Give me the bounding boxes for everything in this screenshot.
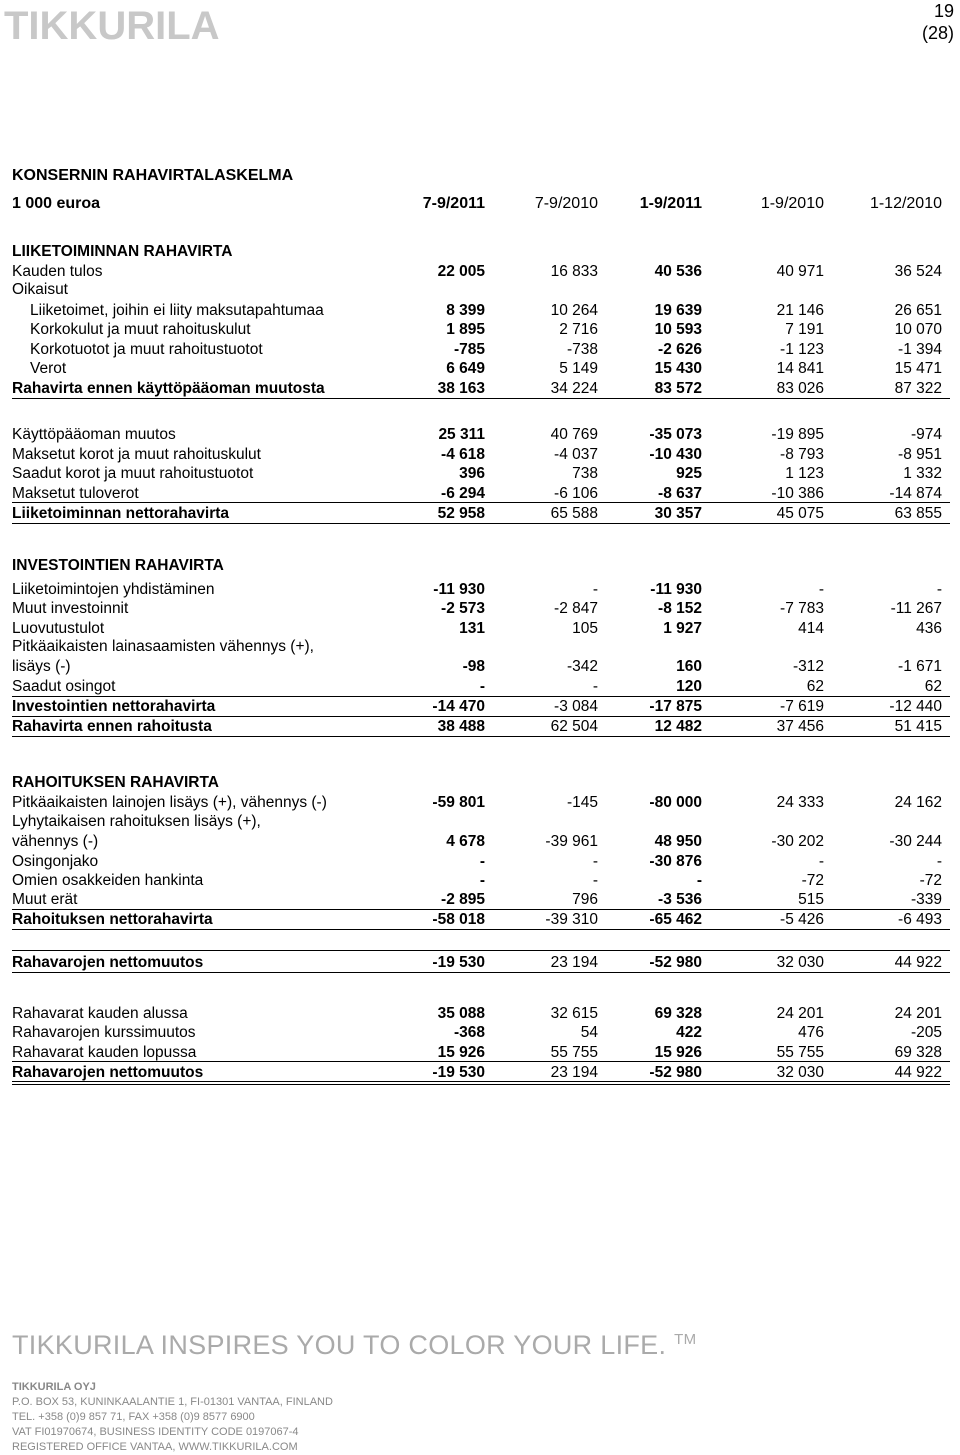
value-q3-2010: -4 037 — [554, 446, 598, 463]
value-fy-2010: -6 493 — [898, 911, 942, 928]
divider — [12, 950, 950, 951]
row-label: Kauden tulos — [12, 263, 103, 280]
table-row — [12, 890, 942, 909]
value-ytd-2010: - — [818, 853, 824, 870]
row-label: Muut erät — [12, 891, 78, 908]
value-ytd-2011: 83 572 — [654, 380, 702, 397]
value-fy-2010: 69 328 — [894, 1044, 942, 1061]
divider — [12, 523, 950, 524]
table-row — [12, 657, 942, 676]
value-fy-2010: 24 201 — [894, 1005, 942, 1022]
value-q3-2010: 5 149 — [559, 360, 598, 377]
table-row — [12, 262, 942, 281]
value-q3-2011: 22 005 — [437, 263, 485, 280]
value-q3-2011: 6 649 — [446, 360, 485, 377]
divider — [12, 972, 950, 973]
row-label: Maksetut tuloverot — [12, 485, 139, 502]
value-ytd-2010: -5 426 — [780, 911, 824, 928]
value-fy-2010: -72 — [919, 872, 942, 889]
value-ytd-2010: 7 191 — [785, 321, 824, 338]
value-ytd-2010: -10 386 — [771, 485, 824, 502]
value-q3-2011: -19 530 — [432, 954, 485, 971]
value-fy-2010: 36 524 — [894, 263, 942, 280]
value-fy-2010: 87 322 — [894, 380, 942, 397]
row-label: Korkotuotot ja muut rahoitustuotot — [30, 341, 263, 358]
value-q3-2011: -2 573 — [441, 600, 485, 617]
value-ytd-2011: 160 — [676, 658, 702, 675]
row-label: Omien osakkeiden hankinta — [12, 872, 204, 889]
value-q3-2010: -3 084 — [554, 698, 598, 715]
table-row-total — [12, 1063, 942, 1082]
value-q3-2011: -11 930 — [433, 581, 485, 598]
value-fy-2010: 51 415 — [894, 718, 942, 735]
table-row — [12, 1023, 942, 1042]
value-q3-2010: 2 716 — [559, 321, 598, 338]
value-q3-2011: -59 801 — [432, 794, 485, 811]
value-ytd-2011: 40 536 — [654, 263, 702, 280]
subheading-adjustments: Oikaisut — [12, 281, 68, 298]
value-ytd-2010: -72 — [801, 872, 824, 889]
value-ytd-2011: 120 — [676, 678, 702, 695]
value-fy-2010: 63 855 — [894, 505, 942, 522]
value-q3-2010: 40 769 — [550, 426, 598, 443]
table-row — [12, 464, 942, 483]
value-q3-2010: - — [592, 853, 598, 870]
value-ytd-2011: - — [696, 872, 702, 889]
value-fy-2010: -205 — [910, 1024, 942, 1041]
row-label: Liiketoimintojen yhdistäminen — [12, 581, 215, 598]
table-row — [12, 871, 942, 890]
value-q3-2010: -6 106 — [554, 485, 598, 502]
value-fy-2010: -14 874 — [889, 485, 942, 502]
value-fy-2010: 10 070 — [894, 321, 942, 338]
value-q3-2010: 65 588 — [550, 505, 598, 522]
value-ytd-2011: -8 152 — [658, 600, 702, 617]
value-ytd-2011: 30 357 — [654, 505, 702, 522]
section-heading-financing: RAHOITUKSEN RAHAVIRTA — [12, 774, 219, 791]
value-q3-2010: - — [592, 581, 598, 598]
row-label: Rahavarat kauden alussa — [12, 1005, 188, 1022]
value-q3-2010: 796 — [572, 891, 598, 908]
value-ytd-2010: 32 030 — [776, 1064, 824, 1081]
value-ytd-2010: -7 619 — [780, 698, 824, 715]
value-q3-2010: -39 310 — [545, 911, 598, 928]
row-label: Rahavarojen kurssimuutos — [12, 1024, 196, 1041]
value-q3-2011: -4 618 — [441, 446, 485, 463]
double-divider — [12, 1081, 950, 1085]
unit-label: 1 000 euroa — [12, 195, 101, 212]
company-logo: TIKKURILA — [4, 4, 220, 48]
value-q3-2010: 55 755 — [550, 1044, 598, 1061]
value-ytd-2011: 1 927 — [663, 620, 702, 637]
divider — [12, 929, 950, 930]
footer-line: REGISTERED OFFICE VANTAA, WWW.TIKKURILA.COM — [12, 1441, 298, 1453]
value-q3-2010: 105 — [572, 620, 598, 637]
value-q3-2010: 54 — [580, 1024, 598, 1041]
row-label: Rahavirta ennen rahoitusta — [12, 718, 212, 735]
value-ytd-2011: -52 980 — [649, 954, 702, 971]
value-q3-2010: 738 — [572, 465, 598, 482]
table-row — [12, 340, 942, 359]
table-row-total — [12, 697, 942, 716]
column-header-ytd-2010: 1-9/2010 — [760, 195, 824, 212]
value-q3-2010: -342 — [566, 658, 598, 675]
footer-line: TEL. +358 (0)9 857 71, FAX +358 (0)9 8577 6900 — [12, 1411, 255, 1423]
footer-line: P.O. BOX 53, KUNINKAALANTIE 1, FI-01301 VANTAA, FINLAND — [12, 1396, 333, 1408]
value-ytd-2011: -8 637 — [658, 485, 702, 502]
value-q3-2010: 23 194 — [550, 954, 598, 971]
value-ytd-2010: 14 841 — [776, 360, 824, 377]
footer-company: TIKKURILA OYJ — [12, 1381, 96, 1393]
value-fy-2010: - — [936, 853, 942, 870]
value-ytd-2011: -2 626 — [658, 341, 702, 358]
page-number — [922, 0, 954, 44]
table-row — [12, 359, 942, 378]
column-header-fy-2010: 1-12/2010 — [869, 195, 942, 212]
value-q3-2011: 15 926 — [437, 1044, 485, 1061]
value-ytd-2011: -35 073 — [649, 426, 702, 443]
table-row — [12, 832, 942, 851]
value-q3-2010: 34 224 — [550, 380, 598, 397]
table-row-total — [12, 504, 942, 523]
value-ytd-2010: -8 793 — [780, 446, 824, 463]
column-header-ytd-2011: 1-9/2011 — [639, 195, 702, 212]
row-label: Osingonjako — [12, 853, 99, 870]
table-row-total — [12, 953, 942, 972]
footer-line: VAT FI01970674, BUSINESS IDENTITY CODE 0197067-4 — [12, 1426, 299, 1438]
row-label: Rahoituksen nettorahavirta — [12, 911, 213, 928]
value-q3-2011: -785 — [453, 341, 485, 358]
value-q3-2011: 25 311 — [438, 426, 485, 443]
row-label-continued: Pitkäaikaisten lainasaamisten vähennys (+), — [12, 638, 314, 655]
value-ytd-2010: 37 456 — [776, 718, 824, 735]
value-ytd-2010: -1 123 — [780, 341, 824, 358]
value-q3-2011: 1 895 — [446, 321, 485, 338]
table-row-total — [12, 379, 942, 398]
value-fy-2010: 436 — [916, 620, 942, 637]
value-fy-2010: -30 244 — [889, 833, 942, 850]
value-q3-2011: 131 — [459, 620, 485, 637]
value-fy-2010: 15 471 — [894, 360, 942, 377]
section-heading-operating: LIIKETOIMINNAN RAHAVIRTA — [12, 243, 233, 260]
row-label: Korkokulut ja muut rahoituskulut — [30, 321, 251, 338]
value-q3-2010: 10 264 — [550, 302, 598, 319]
row-label: vähennys (-) — [12, 833, 99, 850]
value-ytd-2011: -10 430 — [649, 446, 702, 463]
row-label: Rahavirta ennen käyttöpääoman muutosta — [12, 380, 325, 397]
value-ytd-2011: 15 430 — [654, 360, 702, 377]
row-label: Investointien nettorahavirta — [12, 698, 216, 715]
page-total: (28) — [921, 23, 954, 43]
value-q3-2011: -19 530 — [432, 1064, 485, 1081]
column-header-q3-2010: 7-9/2010 — [534, 195, 598, 212]
value-ytd-2011: 15 926 — [654, 1044, 702, 1061]
value-fy-2010: 44 922 — [894, 1064, 942, 1081]
value-q3-2011: 396 — [459, 465, 485, 482]
value-fy-2010: -974 — [910, 426, 942, 443]
divider — [12, 398, 950, 399]
value-ytd-2010: 24 333 — [776, 794, 824, 811]
value-q3-2010: -145 — [566, 794, 598, 811]
row-label: lisäys (-) — [12, 658, 71, 675]
footer-address — [12, 1380, 333, 1455]
value-ytd-2010: 40 971 — [776, 263, 824, 280]
value-fy-2010: -8 951 — [898, 446, 942, 463]
value-q3-2011: 38 488 — [437, 718, 485, 735]
value-ytd-2011: -3 536 — [658, 891, 702, 908]
value-q3-2011: -2 895 — [441, 891, 485, 908]
value-ytd-2010: 515 — [798, 891, 824, 908]
value-fy-2010: 24 162 — [894, 794, 942, 811]
row-label: Liiketoimet, joihin ei liity maksutapahtumaa — [30, 302, 324, 319]
row-label: Liiketoiminnan nettorahavirta — [12, 505, 230, 522]
value-q3-2011: - — [479, 872, 485, 889]
table-row — [12, 852, 942, 871]
value-q3-2011: -368 — [453, 1024, 485, 1041]
divider — [12, 1061, 950, 1062]
value-q3-2011: - — [479, 678, 485, 695]
value-q3-2011: - — [479, 853, 485, 870]
value-fy-2010: 1 332 — [903, 465, 942, 482]
value-ytd-2010: 62 — [806, 678, 824, 695]
value-ytd-2011: 422 — [676, 1024, 702, 1041]
value-q3-2010: 23 194 — [550, 1064, 598, 1081]
table-row — [12, 445, 942, 464]
value-ytd-2010: -7 783 — [780, 600, 824, 617]
value-ytd-2010: 83 026 — [776, 380, 824, 397]
row-label: Muut investoinnit — [12, 600, 129, 617]
value-ytd-2010: -312 — [792, 658, 824, 675]
table-row — [12, 320, 942, 339]
value-ytd-2011: -11 930 — [650, 581, 702, 598]
value-q3-2011: 4 678 — [446, 833, 485, 850]
value-ytd-2011: -52 980 — [649, 1064, 702, 1081]
value-ytd-2011: -80 000 — [649, 794, 702, 811]
value-fy-2010: - — [936, 581, 942, 598]
value-ytd-2010: 476 — [798, 1024, 824, 1041]
value-ytd-2010: 55 755 — [776, 1044, 824, 1061]
divider — [12, 502, 950, 503]
value-q3-2010: - — [592, 872, 598, 889]
table-row — [12, 619, 942, 638]
value-ytd-2011: 69 328 — [654, 1005, 702, 1022]
page-title: KONSERNIN RAHAVIRTALASKELMA — [12, 167, 294, 184]
value-fy-2010: 62 — [924, 678, 942, 695]
table-row — [12, 580, 942, 599]
page-current: 19 — [933, 1, 954, 21]
row-label: Rahavarojen nettomuutos — [12, 1064, 204, 1081]
row-label: Verot — [30, 360, 67, 377]
value-q3-2010: 16 833 — [550, 263, 598, 280]
value-ytd-2010: - — [818, 581, 824, 598]
value-fy-2010: -1 671 — [898, 658, 942, 675]
table-row — [12, 793, 942, 812]
section-heading-investing: INVESTOINTIEN RAHAVIRTA — [12, 557, 224, 574]
row-label: Saadut osingot — [12, 678, 116, 695]
value-ytd-2011: 925 — [676, 465, 702, 482]
value-ytd-2010: 1 123 — [785, 465, 824, 482]
value-fy-2010: 44 922 — [894, 954, 942, 971]
value-ytd-2011: 48 950 — [654, 833, 702, 850]
table-row — [12, 677, 942, 696]
value-q3-2011: -58 018 — [432, 911, 485, 928]
table-row — [12, 484, 942, 503]
value-ytd-2010: -30 202 — [771, 833, 824, 850]
table-row — [12, 425, 942, 444]
value-fy-2010: -11 267 — [890, 600, 942, 617]
value-q3-2011: 52 958 — [437, 505, 485, 522]
value-fy-2010: -12 440 — [889, 698, 942, 715]
value-q3-2011: -98 — [462, 658, 485, 675]
table-row — [12, 1004, 942, 1023]
row-label: Pitkäaikaisten lainojen lisäys (+), vähennys (-) — [12, 794, 327, 811]
value-ytd-2011: -65 462 — [649, 911, 702, 928]
value-ytd-2011: 19 639 — [654, 302, 702, 319]
table-row-total — [12, 910, 942, 929]
value-q3-2011: 35 088 — [437, 1005, 485, 1022]
value-ytd-2010: -19 895 — [771, 426, 824, 443]
value-q3-2010: - — [592, 678, 598, 695]
table-row-total — [12, 717, 942, 736]
value-q3-2010: 62 504 — [550, 718, 598, 735]
value-fy-2010: 26 651 — [894, 302, 942, 319]
value-q3-2011: 8 399 — [446, 302, 485, 319]
row-label-continued: Lyhytaikaisen rahoituksen lisäys (+), — [12, 813, 261, 830]
table-row — [12, 301, 942, 320]
value-q3-2011: -6 294 — [441, 485, 485, 502]
value-ytd-2010: 21 146 — [776, 302, 824, 319]
value-ytd-2010: 32 030 — [776, 954, 824, 971]
value-q3-2010: -2 847 — [554, 600, 598, 617]
divider — [12, 736, 950, 737]
row-label: Maksetut korot ja muut rahoituskulut — [12, 446, 261, 463]
row-label: Käyttöpääoman muutos — [12, 426, 176, 443]
value-ytd-2011: -17 875 — [649, 698, 702, 715]
trademark-mark: TM — [674, 1331, 697, 1348]
table-row — [12, 1043, 942, 1062]
value-q3-2011: -14 470 — [432, 698, 485, 715]
value-ytd-2010: 45 075 — [776, 505, 824, 522]
row-label: Rahavarojen nettomuutos — [12, 954, 204, 971]
footer-slogan — [12, 1330, 696, 1361]
row-label: Saadut korot ja muut rahoitustuotot — [12, 465, 254, 482]
slogan-text: TIKKURILA INSPIRES YOU TO COLOR YOUR LIFE. — [12, 1330, 667, 1360]
value-ytd-2011: -30 876 — [649, 853, 702, 870]
value-ytd-2010: 414 — [798, 620, 824, 637]
table-row — [12, 599, 942, 618]
row-label: Rahavarat kauden lopussa — [12, 1044, 197, 1061]
value-ytd-2011: 10 593 — [654, 321, 702, 338]
value-q3-2011: 38 163 — [437, 380, 485, 397]
value-q3-2010: 32 615 — [550, 1005, 598, 1022]
value-q3-2010: -738 — [566, 341, 598, 358]
value-fy-2010: -339 — [910, 891, 942, 908]
column-header-row — [12, 195, 942, 215]
row-label: Luovutustulot — [12, 620, 105, 637]
value-fy-2010: -1 394 — [898, 341, 942, 358]
column-header-q3-2011: 7-9/2011 — [422, 195, 485, 212]
value-q3-2010: -39 961 — [545, 833, 598, 850]
value-ytd-2011: 12 482 — [654, 718, 702, 735]
value-ytd-2010: 24 201 — [776, 1005, 824, 1022]
